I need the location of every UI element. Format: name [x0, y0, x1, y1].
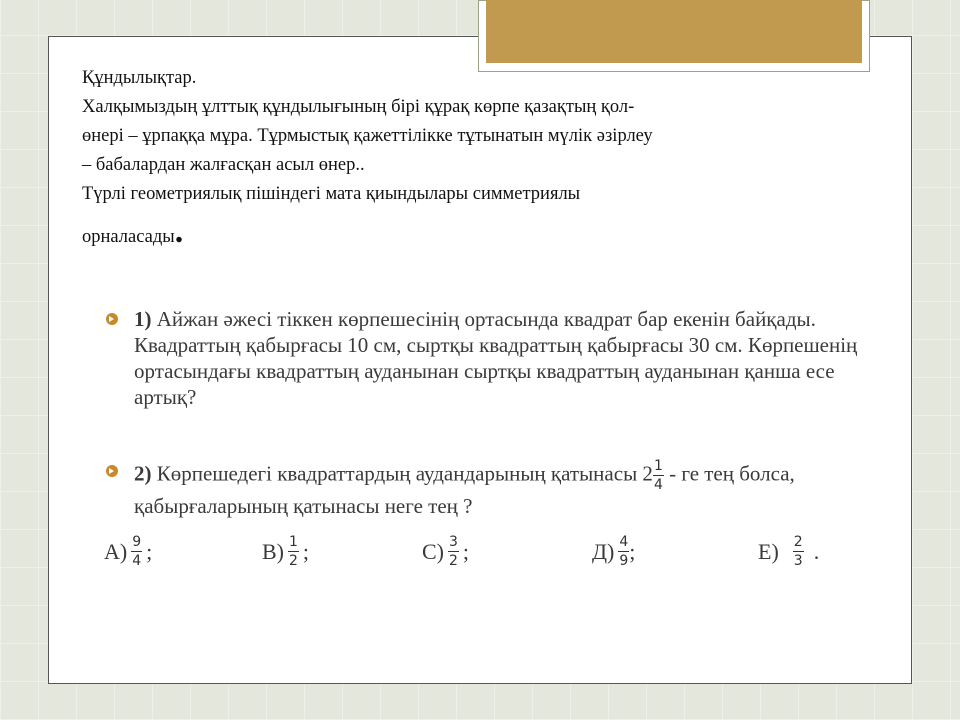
answer-separator: ; [462, 538, 470, 564]
fraction-numerator: 9 [132, 534, 142, 550]
answer-label: Е) [758, 538, 779, 564]
intro-line: Халқымыздың ұлттық құндылығының бірі құрақ көрпе қазақтың қол- [82, 97, 635, 117]
bullet-arrow-icon [106, 465, 118, 477]
answer-separator: ; [146, 538, 153, 564]
question-body: - ге тең болса, қабырғаларының қатынасы неге тең ? [134, 461, 795, 518]
intro-line: – бабалардан жалғасқан асыл өнер.. [82, 155, 365, 175]
answer-fraction [448, 534, 459, 569]
question-body: Көрпешедегі квадраттардың аудандарының қатынасы 2 [151, 461, 653, 486]
answer-option-c[interactable] [422, 534, 469, 569]
fraction-numerator: 4 [619, 534, 629, 550]
question-1-text [134, 306, 866, 410]
intro-text [82, 64, 862, 252]
answer-label: А) [104, 538, 128, 564]
answer-separator: ; [302, 538, 310, 564]
answer-option-a[interactable] [104, 534, 152, 569]
answer-fraction [618, 534, 629, 569]
answer-options [0, 534, 960, 584]
header-decoration-bar [486, 0, 862, 63]
answer-label: В) [262, 538, 284, 564]
fraction-denominator: 4 [653, 477, 663, 493]
answer-separator: ; [629, 538, 636, 564]
mixed-fraction [653, 458, 664, 493]
bullet-arrow-icon [106, 313, 118, 325]
fraction-denominator: 3 [793, 553, 803, 569]
intro-period: . [174, 213, 184, 250]
fraction-numerator: 1 [289, 534, 298, 550]
fraction-numerator: 2 [793, 534, 803, 550]
question-2 [106, 458, 886, 519]
answer-option-b[interactable] [262, 534, 309, 569]
question-body: Айжан әжесі тіккен көрпешесінің ортасында квадрат бар екенін байқады. Квадраттың қабырғасы 10 см, сыртқы квадраттың қабырғасы 30 см. Көрпешенің ортасындағы квадраттың ауданынан сыртқы квадраттың ауданынан қанша есе артық? [134, 307, 858, 409]
fraction-denominator: 9 [619, 553, 629, 569]
intro-line-text: орналасады [82, 227, 175, 247]
fraction-numerator: 3 [449, 534, 458, 550]
intro-title: Құндылықтар. [82, 68, 197, 88]
fraction-denominator: 2 [449, 553, 458, 569]
answer-label: С) [422, 538, 444, 564]
answer-fraction [288, 534, 299, 569]
fraction-denominator: 4 [132, 553, 142, 569]
answer-fraction [793, 534, 804, 569]
question-1 [106, 306, 866, 410]
question-2-text [134, 458, 886, 519]
intro-line-last [82, 213, 862, 252]
answer-fraction [131, 534, 142, 569]
intro-line: өнері – ұрпаққа мұра. Тұрмыстық қажеттілікке тұтынатын мүлік әзірлеу [82, 126, 653, 146]
answer-option-d[interactable] [592, 534, 635, 569]
question-number: 2) [134, 461, 152, 486]
intro-line: Түрлі геометриялық пішіндегі мата қиындылары симметриялы [82, 184, 581, 204]
answer-separator: . [813, 538, 820, 564]
answer-option-e[interactable] [758, 534, 819, 569]
question-number: 1) [134, 307, 152, 331]
answer-label: Д) [592, 538, 615, 564]
fraction-denominator: 2 [289, 553, 298, 569]
fraction-numerator: 1 [653, 458, 663, 474]
